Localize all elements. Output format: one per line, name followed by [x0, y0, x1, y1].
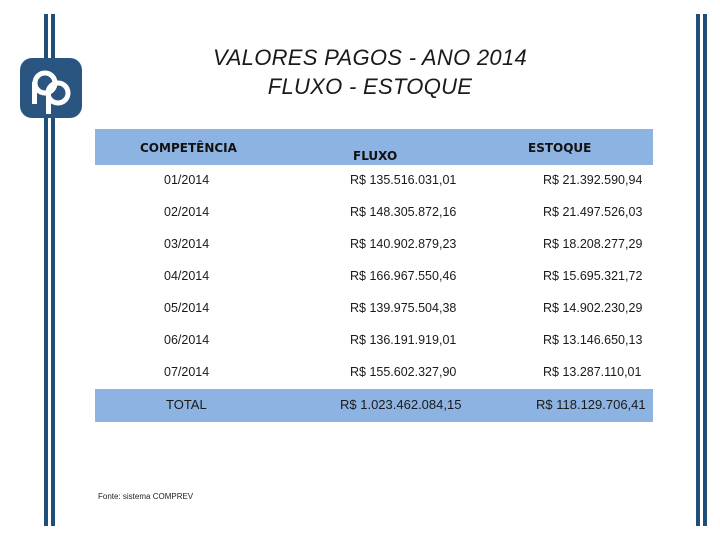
cell-competencia: 07/2014	[164, 365, 210, 379]
cell-competencia: 05/2014	[164, 301, 210, 315]
table-row	[95, 293, 653, 325]
total-estoque: R$ 118.129.706,41	[536, 397, 646, 412]
cell-estoque: R$ 21.392.590,94	[543, 173, 643, 187]
cell-estoque: R$ 18.208.277,29	[543, 237, 643, 251]
page-title-line2: FLUXO - ESTOQUE	[267, 74, 473, 99]
pp-logo-icon	[20, 58, 82, 118]
table-row	[95, 197, 653, 229]
header-competencia: COMPETÊNCIA	[140, 141, 237, 155]
table-row	[95, 325, 653, 357]
cell-competencia: 03/2014	[164, 237, 210, 251]
table-row	[95, 165, 653, 197]
table-row	[95, 357, 653, 389]
cell-fluxo: R$ 135.516.031,01	[350, 173, 457, 187]
cell-estoque: R$ 13.287.110,01	[543, 365, 642, 379]
table-total-row	[95, 389, 653, 422]
total-fluxo: R$ 1.023.462.084,15	[340, 397, 462, 412]
cell-fluxo: R$ 166.967.550,46	[350, 269, 457, 283]
cell-estoque: R$ 14.902.230,29	[543, 301, 643, 315]
table-row	[95, 229, 653, 261]
table-header	[95, 129, 653, 165]
table-row	[95, 261, 653, 293]
cell-competencia: 01/2014	[164, 173, 210, 187]
cell-competencia: 06/2014	[164, 333, 210, 347]
frame-bar-right-1	[696, 14, 700, 526]
cell-competencia: 04/2014	[164, 269, 210, 283]
total-label: TOTAL	[166, 397, 207, 412]
page-title-line1: VALORES PAGOS - ANO 2014	[212, 45, 528, 70]
cell-fluxo: R$ 139.975.504,38	[350, 301, 457, 315]
cell-fluxo: R$ 136.191.919,01	[350, 333, 457, 347]
header-fluxo: FLUXO	[353, 149, 398, 163]
cell-competencia: 02/2014	[164, 205, 210, 219]
cell-estoque: R$ 15.695.321,72	[543, 269, 643, 283]
cell-fluxo: R$ 148.305.872,16	[350, 205, 457, 219]
cell-estoque: R$ 13.146.650,13	[543, 333, 643, 347]
frame-bar-right-2	[703, 14, 707, 526]
source-note: Fonte: sistema COMPREV	[98, 492, 194, 501]
values-table	[95, 129, 653, 422]
cell-fluxo: R$ 155.602.327,90	[350, 365, 457, 379]
header-estoque: ESTOQUE	[528, 141, 592, 155]
cell-estoque: R$ 21.497.526,03	[543, 205, 643, 219]
cell-fluxo: R$ 140.902.879,23	[350, 237, 457, 251]
